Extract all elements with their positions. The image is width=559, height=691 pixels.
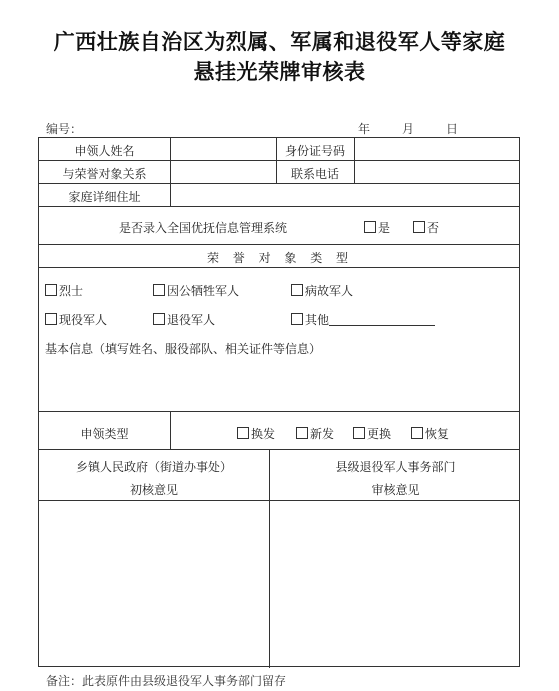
- phone-field[interactable]: [355, 163, 515, 182]
- phone-label: 联系电话: [290, 167, 339, 181]
- checkbox-icon[interactable]: [237, 427, 249, 439]
- type-other-option[interactable]: 其他: [291, 311, 435, 328]
- applicant-name-label: 申领人姓名: [74, 144, 135, 158]
- address-label: 家庭详细住址: [68, 190, 141, 204]
- checkbox-icon[interactable]: [291, 284, 303, 296]
- county-opinion-subtitle: 审核意见: [371, 483, 420, 497]
- township-opinion-subtitle: 初核意见: [129, 483, 178, 497]
- footnote: 备注：此表原件由县级退役军人事务部门留存: [46, 674, 287, 688]
- checkbox-icon[interactable]: [45, 284, 57, 296]
- checkbox-icon[interactable]: [153, 313, 165, 325]
- county-opinion-title: 县级退役军人事务部门: [335, 460, 456, 474]
- row-divider: [39, 183, 519, 184]
- application-replace-option[interactable]: 更换: [353, 425, 391, 442]
- date-month-label: 月: [402, 122, 415, 136]
- system-entry-question: 是否录入全国优抚信息管理系统: [119, 221, 288, 235]
- application-renew-option[interactable]: 换发: [237, 425, 275, 442]
- id-number-label: 身份证号码: [284, 144, 345, 158]
- checkbox-icon[interactable]: [45, 313, 57, 325]
- form-title-line1: 广西壮族自治区为烈属、军属和退役军人等家庭: [53, 29, 506, 54]
- system-entry-no-option[interactable]: 否: [413, 219, 439, 236]
- type-died-on-duty-option[interactable]: 因公牺牲军人: [153, 282, 239, 299]
- type-active-option[interactable]: 现役军人: [45, 311, 107, 328]
- row-divider: [39, 244, 519, 245]
- township-opinion-field[interactable]: [43, 504, 265, 664]
- checkbox-icon[interactable]: [153, 284, 165, 296]
- checkbox-icon[interactable]: [291, 313, 303, 325]
- checkbox-icon[interactable]: [296, 427, 308, 439]
- serial-number-label: 编号：: [46, 122, 83, 136]
- system-entry-yes-option[interactable]: 是: [364, 219, 390, 236]
- checkbox-icon[interactable]: [413, 221, 425, 233]
- checkbox-icon[interactable]: [353, 427, 365, 439]
- review-form-table: [38, 137, 520, 667]
- relationship-field[interactable]: [171, 163, 276, 182]
- row-divider: [39, 206, 519, 207]
- form-title-line2: 悬挂光荣牌审核表: [193, 59, 366, 84]
- row-divider: [39, 267, 519, 268]
- column-divider: [170, 411, 171, 449]
- county-opinion-field[interactable]: [274, 504, 517, 664]
- date-year-label: 年: [358, 122, 371, 136]
- address-field[interactable]: [171, 186, 516, 205]
- checkbox-icon[interactable]: [411, 427, 423, 439]
- type-died-of-illness-option[interactable]: 病故军人: [291, 282, 353, 299]
- row-divider: [39, 160, 519, 161]
- other-blank-line[interactable]: [329, 313, 435, 326]
- type-martyr-option[interactable]: 烈士: [45, 282, 83, 299]
- township-opinion-title: 乡镇人民政府（街道办事处）: [75, 460, 232, 474]
- row-divider: [39, 449, 519, 450]
- relationship-label: 与荣誉对象关系: [62, 167, 147, 181]
- row-divider: [39, 500, 519, 501]
- date-day-label: 日: [446, 122, 459, 136]
- application-restore-option[interactable]: 恢复: [411, 425, 449, 442]
- id-number-field[interactable]: [355, 140, 515, 159]
- basic-info-label: 基本信息（填写姓名、服役部队、相关证件等信息）: [45, 342, 322, 356]
- checkbox-icon[interactable]: [364, 221, 376, 233]
- application-type-label: 申领类型: [80, 427, 129, 441]
- row-divider: [39, 411, 519, 412]
- applicant-name-field[interactable]: [171, 140, 276, 159]
- type-retired-option[interactable]: 退役军人: [153, 311, 215, 328]
- honor-type-header: 荣 誉 对 象 类 型: [206, 251, 354, 265]
- application-new-option[interactable]: 新发: [296, 425, 334, 442]
- basic-info-field[interactable]: [45, 358, 515, 406]
